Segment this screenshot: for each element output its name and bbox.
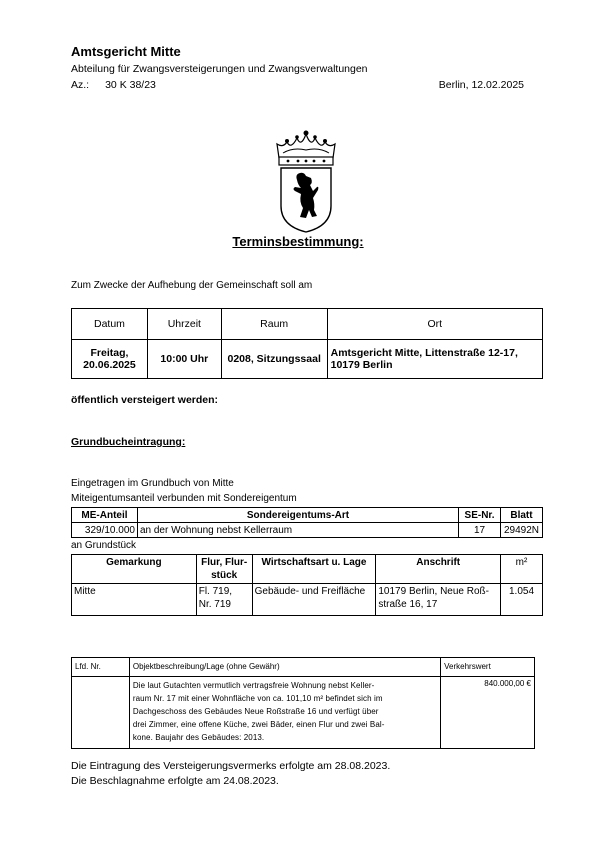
date-value: 20.06.2025 <box>83 359 136 371</box>
co-ownership-table <box>71 507 543 538</box>
appointment-row <box>72 340 543 379</box>
header-room: Raum <box>221 309 327 340</box>
file-reference-value: 30 K 38/23 <box>105 79 156 91</box>
description-line: drei Zimmer, eine offene Küche, zwei Bäder, einen Flur und zwei Bal- <box>132 720 385 729</box>
intro-text: Zum Zwecke der Aufhebung der Gemeinschaft soll am <box>71 280 313 291</box>
department-name: Abteilung für Zwangsversteigerungen und Zwangsverwaltungen <box>71 63 368 75</box>
object-description <box>129 677 440 749</box>
place-line-1: Amtsgericht Mitte, Littenstraße 12-17, <box>330 347 518 359</box>
header-time: Uhrzeit <box>147 309 221 340</box>
object-row <box>72 677 535 749</box>
header-gemarkung: Gemarkung <box>72 555 197 584</box>
plot-header-row <box>72 555 543 584</box>
description-line: Die laut Gutachten vermutlich vertragsfreie Wohnung nebst Keller- <box>132 681 375 690</box>
co-ownership-header-row <box>72 508 543 523</box>
description-line: Dachgeschoss des Gebäudes Neue Roßstraße 16 und verfügt über <box>132 707 379 716</box>
page-title: Terminsbestimmung: <box>232 234 364 249</box>
flur-value <box>196 584 252 616</box>
plot-table <box>71 554 543 616</box>
header-market-value: Verkehrswert <box>441 658 535 677</box>
header-land-use: Wirtschaftsart u. Lage <box>252 555 376 584</box>
address-value <box>376 584 501 616</box>
header-sheet: Blatt <box>501 508 543 523</box>
date-weekday: Freitag, <box>90 347 129 359</box>
appointment-room: 0208, Sitzungssaal <box>221 340 327 379</box>
place-date: Berlin, 12.02.2025 <box>438 79 524 91</box>
area-value: 1.054 <box>501 584 543 616</box>
object-header-row <box>72 658 535 677</box>
address-line-2: straße 16, 17 <box>378 599 438 610</box>
header-lfd-nr: Lfd. Nr. <box>72 658 130 677</box>
header-area: m² <box>501 555 543 584</box>
plot-row <box>72 584 543 616</box>
se-number-value: 17 <box>459 523 501 538</box>
me-share-value: 329/10.000 <box>72 523 138 538</box>
header-place: Ort <box>327 309 542 340</box>
header-flur-line-1: Flur, Flur- <box>201 557 248 568</box>
sheet-value: 29492N <box>501 523 543 538</box>
header-flur <box>196 555 252 584</box>
file-reference-label: Az.: <box>71 79 90 91</box>
header-se-number: SE-Nr. <box>459 508 501 523</box>
appointment-header-row <box>72 309 543 340</box>
header-address: Anschrift <box>376 555 501 584</box>
header-flur-line-2: stück <box>211 570 238 581</box>
appointment-place <box>327 340 542 379</box>
seizure-note: Die Beschlagnahme erfolgte am 24.08.2023. <box>71 775 279 787</box>
description-line: raum Nr. 17 mit einer Wohnfläche von ca. 101,10 m² befindet sich im <box>132 694 383 703</box>
registration-note: Die Eintragung des Versteigerungsvermerks erfolgte am 28.08.2023. <box>71 760 391 772</box>
plot-label: an Grundstück <box>71 540 137 551</box>
grundbuch-heading: Grundbucheintragung: <box>71 436 186 448</box>
address-line-1: 10179 Berlin, Neue Roß- <box>378 586 489 597</box>
file-reference <box>71 79 156 91</box>
description-line: kone. Baujahr des Gebäudes: 2013. <box>132 733 265 742</box>
court-name: Amtsgericht Mitte <box>71 44 181 59</box>
place-line-2: 10179 Berlin <box>330 359 393 371</box>
gemarkung-value: Mitte <box>72 584 197 616</box>
header-date: Datum <box>72 309 148 340</box>
lfd-nr-value <box>72 677 130 749</box>
appointment-time: 10:00 Uhr <box>147 340 221 379</box>
appointment-date <box>72 340 148 379</box>
market-value: 840.000,00 € <box>441 677 535 749</box>
grundbuch-share-text: Miteigentumsanteil verbunden mit Sondereigentum <box>71 493 297 504</box>
header-me-share: ME-Anteil <box>72 508 138 523</box>
land-use-value: Gebäude- und Freifläche <box>252 584 376 616</box>
header-description: Objektbeschreibung/Lage (ohne Gewähr) <box>129 658 440 677</box>
co-ownership-row <box>72 523 543 538</box>
special-ownership-value: an der Wohnung nebst Kellerraum <box>137 523 458 538</box>
header-special-ownership: Sondereigentums-Art <box>137 508 458 523</box>
flur-value-line-1: Fl. 719, <box>198 586 233 597</box>
berlin-coat-of-arms-icon <box>273 128 339 234</box>
auction-statement: öffentlich versteigert werden: <box>71 394 219 406</box>
grundbuch-registered-text: Eingetragen im Grundbuch von Mitte <box>71 478 234 489</box>
flur-value-line-2: Nr. 719 <box>198 599 231 610</box>
object-table <box>71 657 535 749</box>
appointment-table <box>71 308 543 379</box>
